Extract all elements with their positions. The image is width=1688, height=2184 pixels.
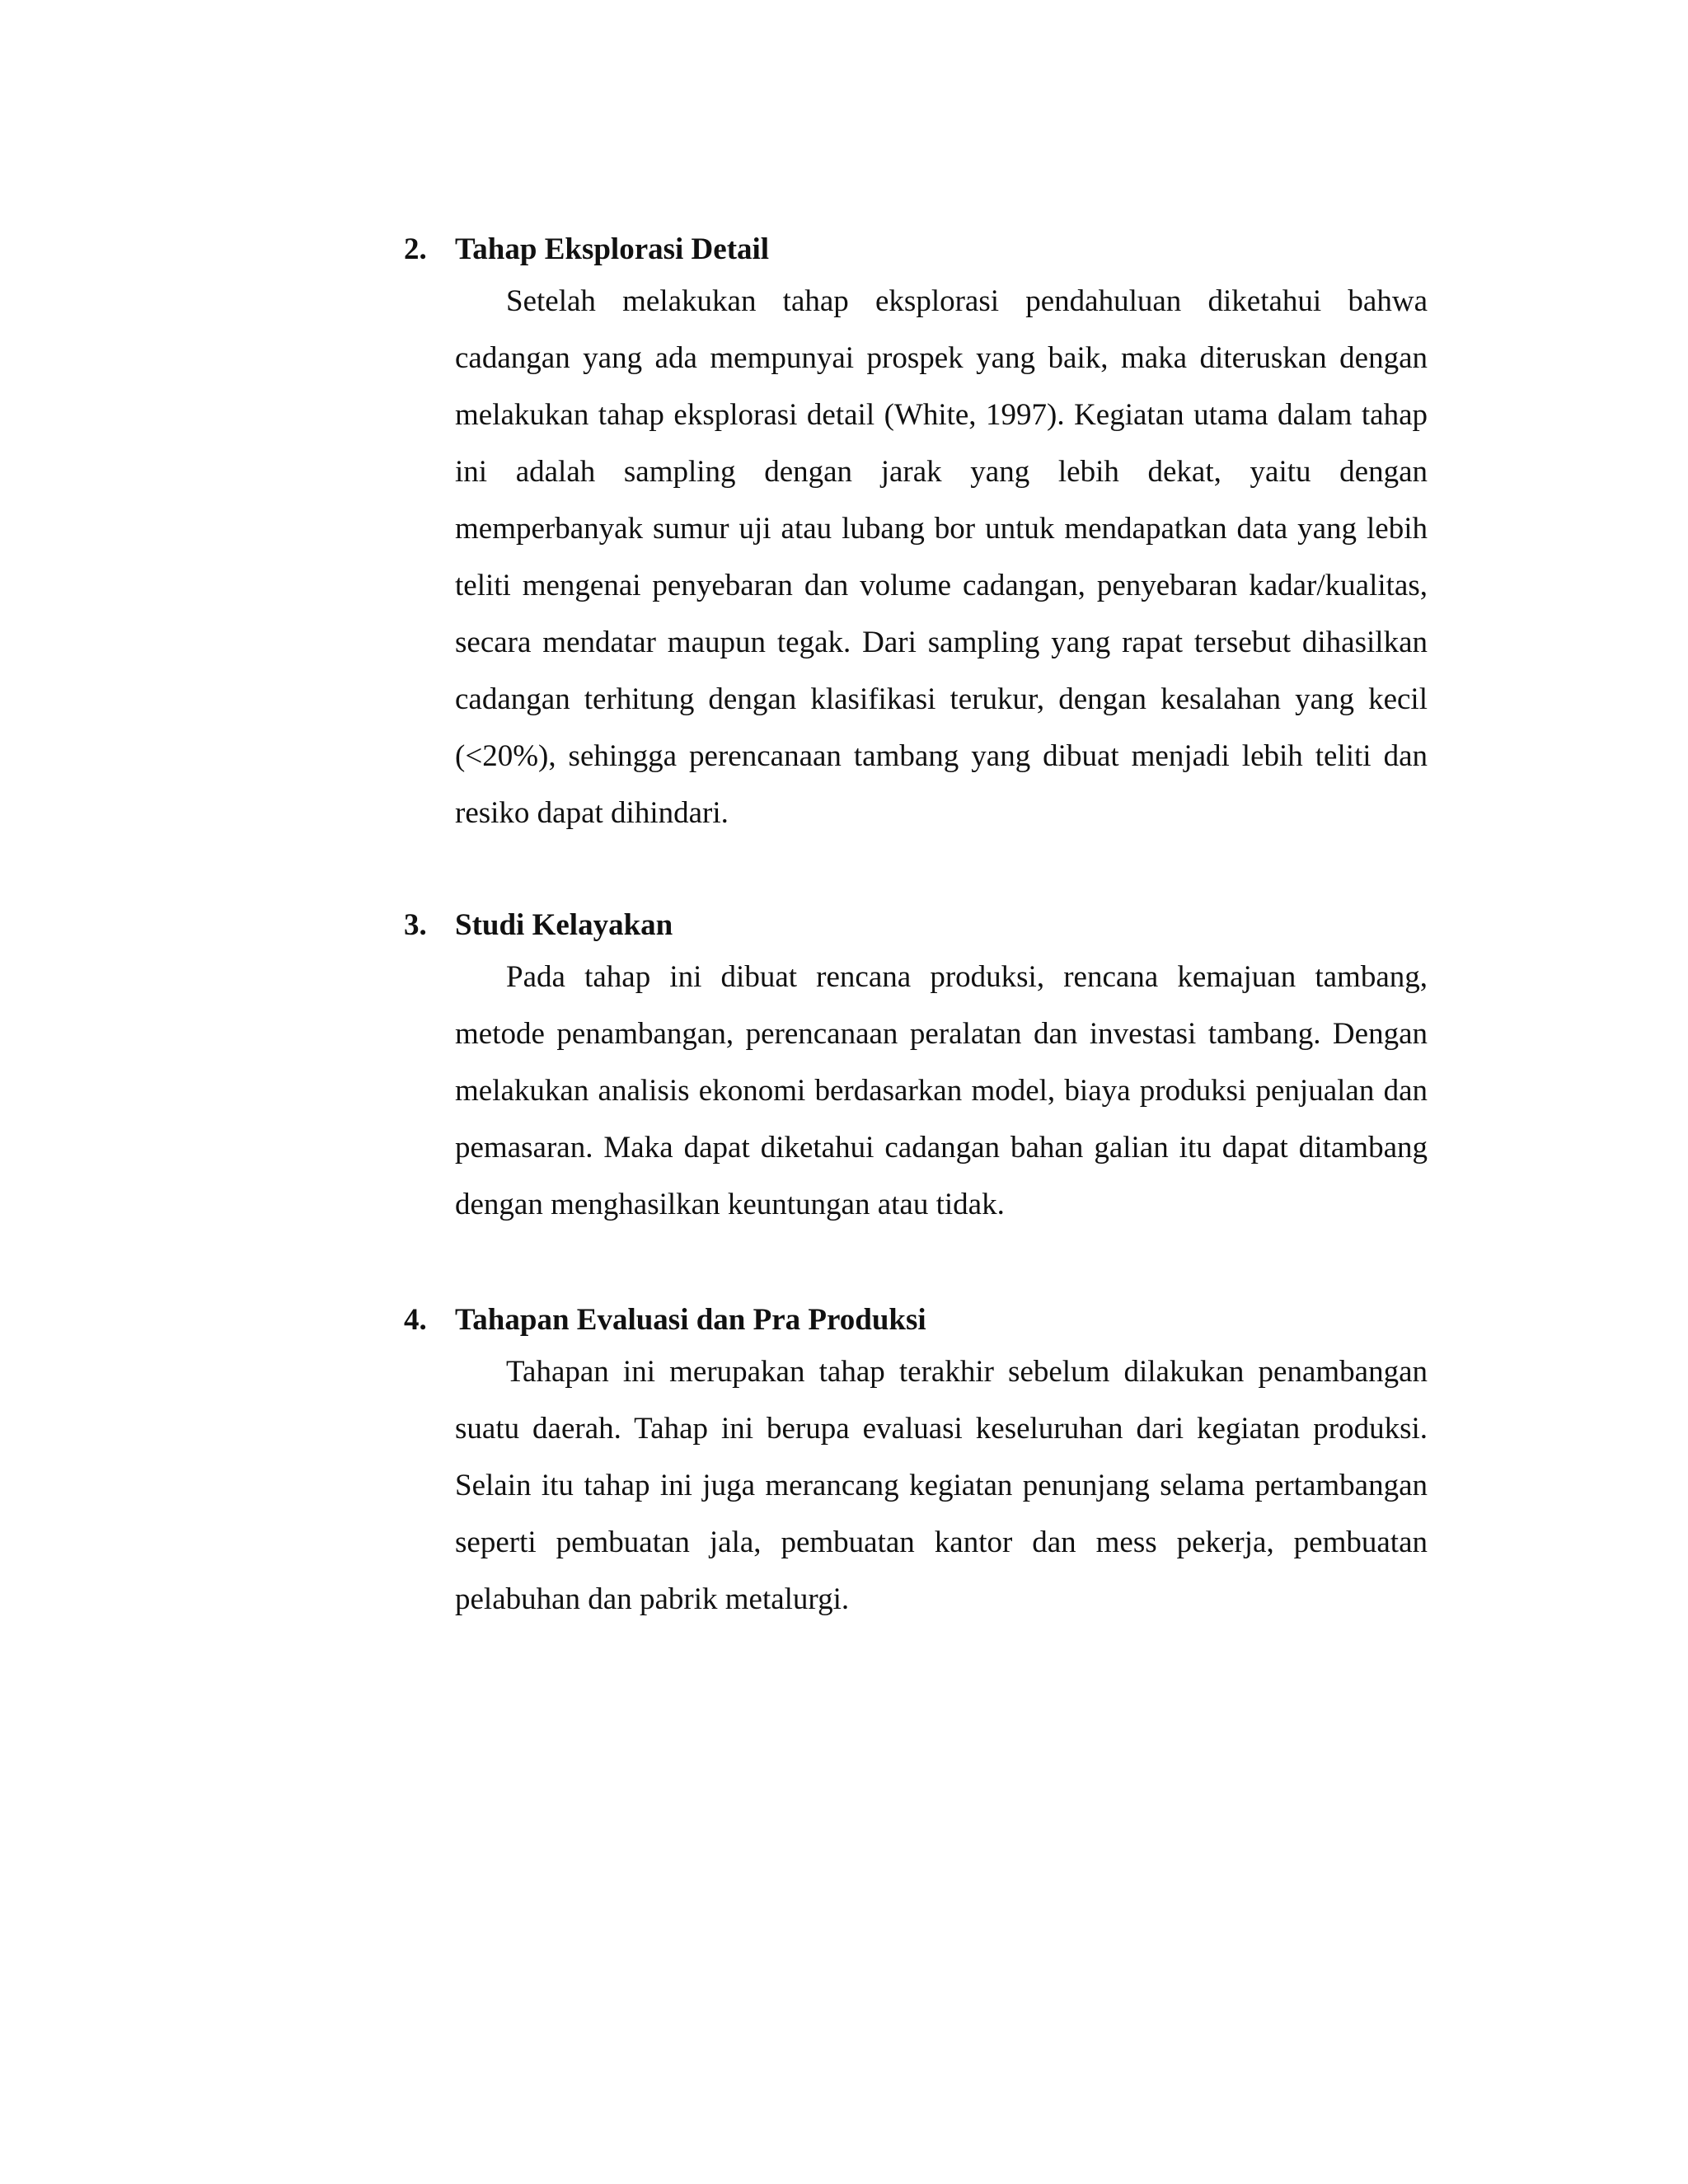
section-title: Studi Kelayakan — [455, 908, 673, 942]
section-number: 2. — [404, 232, 427, 266]
section-number: 4. — [404, 1303, 427, 1337]
section-paragraph: Pada tahap ini dibuat rencana produksi, rencana kemajuan tambang, metode penambangan, perencanaan peralatan dan investasi tambang. Dengan melakukan analisis ekonomi berdasarkan model, biaya produksi penjualan dan pemasaran. Maka dapat diketahui cadangan bahan galian itu dapat ditambang dengan menghasilkan keuntungan atau tidak. — [455, 960, 1428, 1221]
section-heading — [404, 229, 1434, 270]
section-title: Tahapan Evaluasi dan Pra Produksi — [455, 1303, 926, 1337]
section-heading — [404, 905, 1434, 946]
section-heading — [404, 1300, 1434, 1341]
section-paragraph: Setelah melakukan tahap eksplorasi pendahuluan diketahui bahwa cadangan yang ada mempunyai prospek yang baik, maka diteruskan dengan melakukan tahap eksplorasi detail (White, 1997). Kegiatan utama dalam tahap ini adalah sampling dengan jarak yang lebih dekat, yaitu dengan memperbanyak sumur uji atau lubang bor untuk mendapatkan data yang lebih teliti mengenai penyebaran dan volume cadangan, penyebaran kadar/kualitas, secara mendatar maupun tegak. Dari sampling yang rapat tersebut dihasilkan cadangan terhitung dengan klasifikasi terukur, dengan kesalahan yang kecil (<20%), sehingga perencanaan tambang yang dibuat menjadi lebih teliti dan resiko dapat dihindari. — [455, 284, 1428, 830]
section-paragraph: Tahapan ini merupakan tahap terakhir sebelum dilakukan penambangan suatu daerah. Tahap ini berupa evaluasi keseluruhan dari kegiatan produksi. Selain itu tahap ini juga merancang kegiatan penunjang selama pertambangan seperti pembuatan jala, pembuatan kantor dan mess pekerja, pembuatan pelabuhan dan pabrik metalurgi. — [455, 1355, 1428, 1616]
section-tahapan-evaluasi-pra-produksi — [404, 1300, 1434, 1658]
section-title: Tahap Eksplorasi Detail — [455, 232, 770, 266]
section-tahap-eksplorasi-detail — [404, 229, 1434, 872]
section-studi-kelayakan — [404, 905, 1434, 1263]
section-number: 3. — [404, 908, 427, 942]
